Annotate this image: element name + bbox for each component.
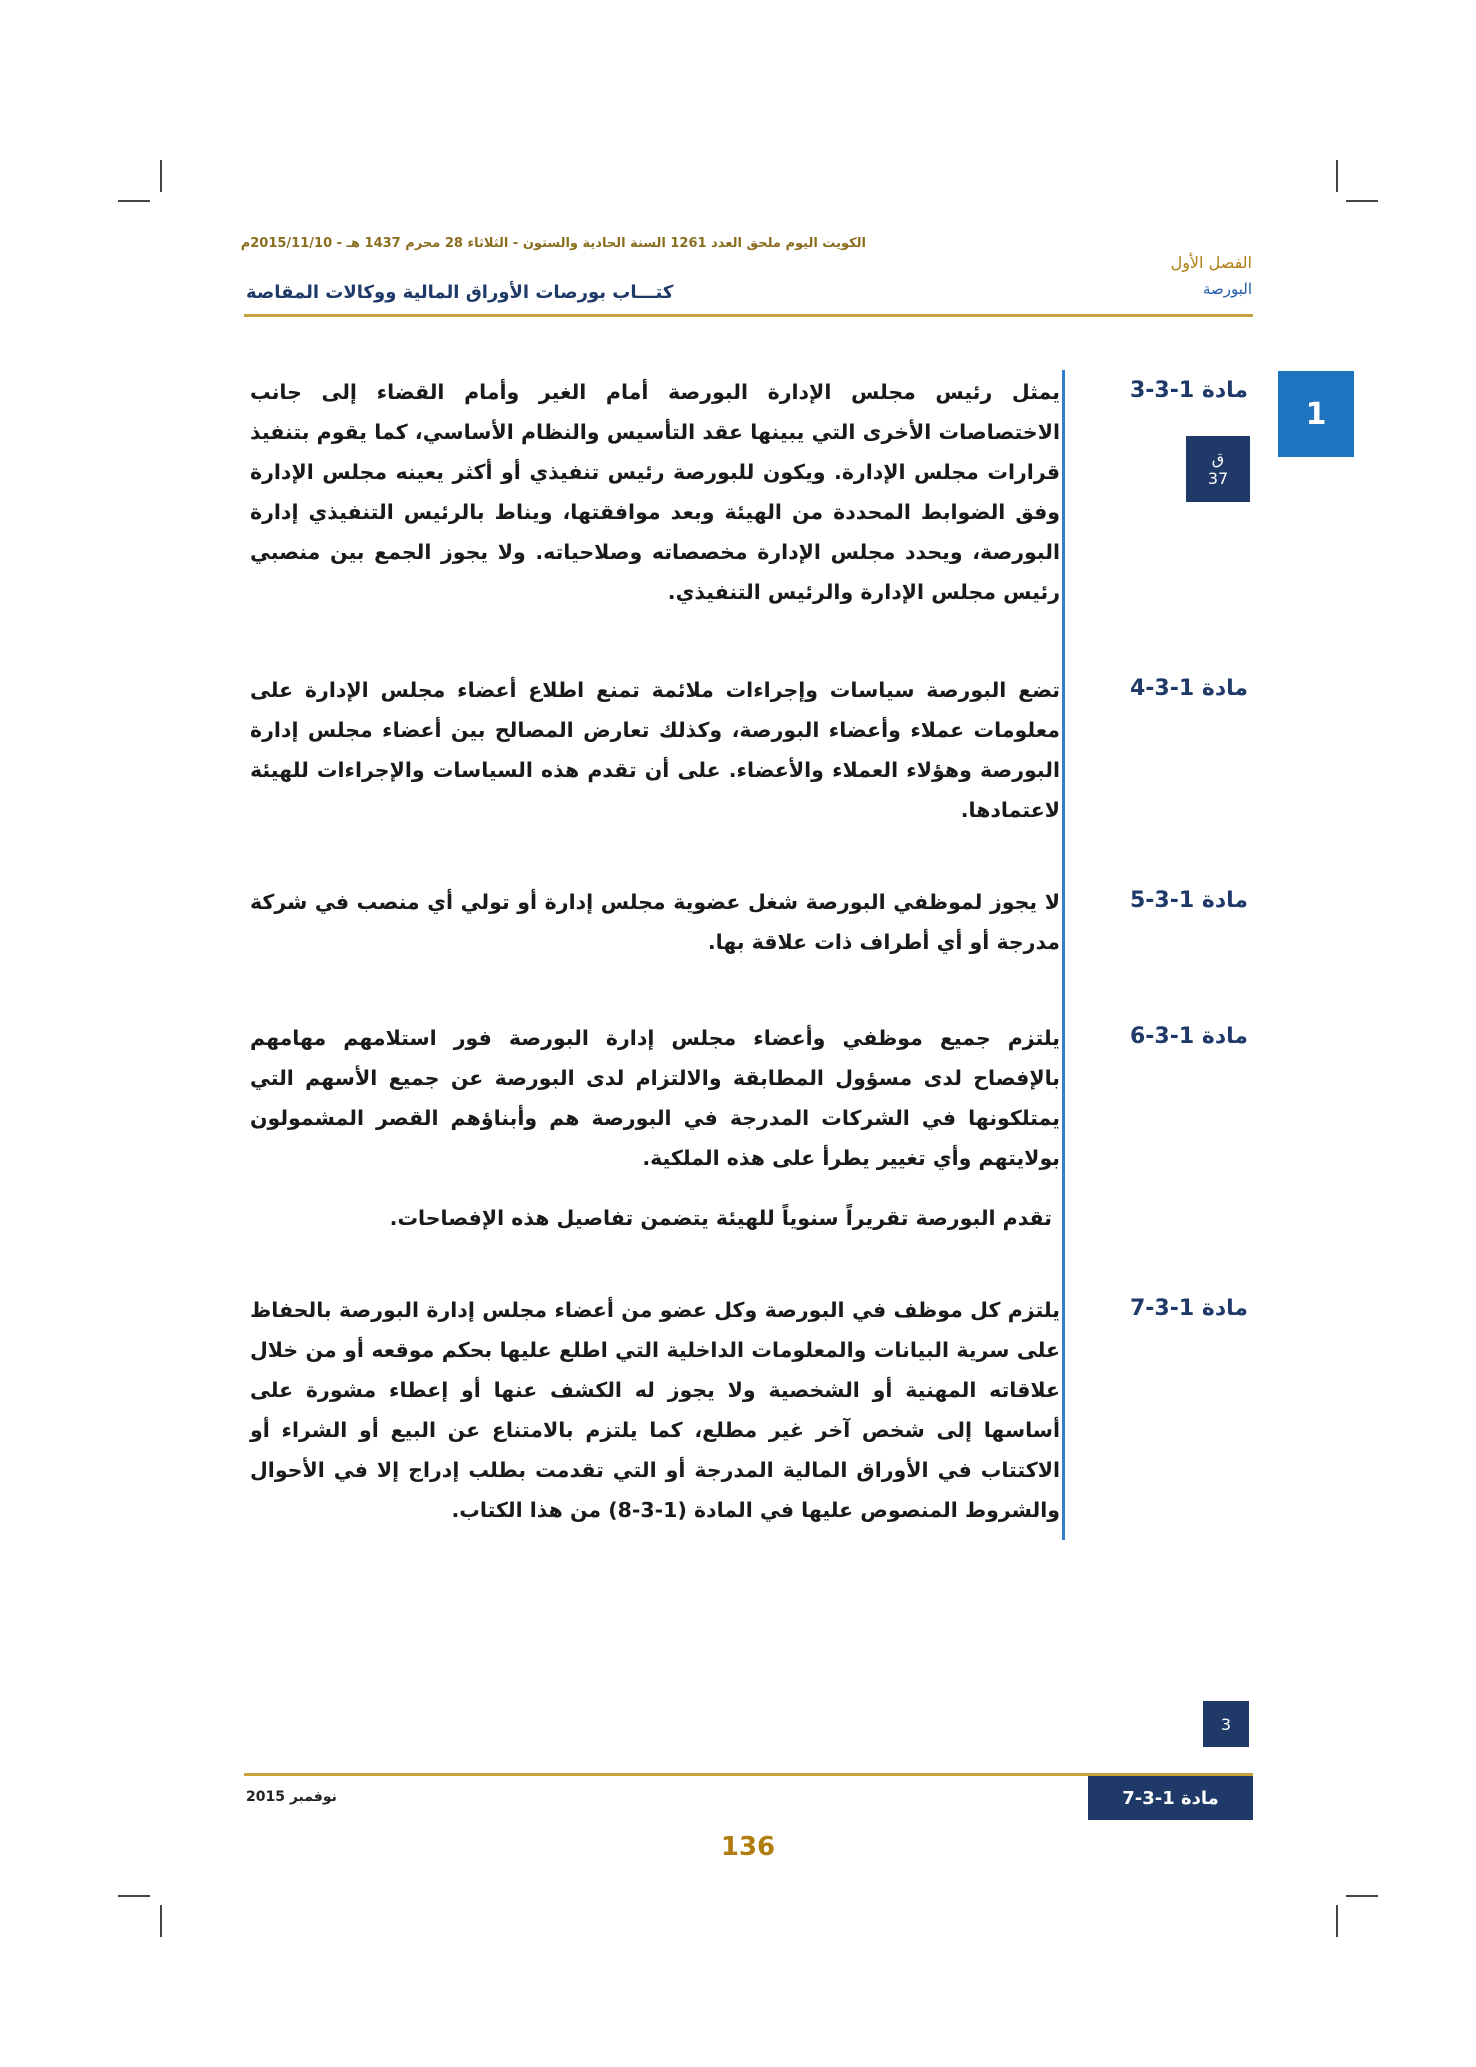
q-label: ق <box>1211 449 1225 468</box>
crop-mark <box>160 160 162 192</box>
article-block <box>250 372 1060 612</box>
article-text: يلتزم كل موظف في البورصة وكل عضو من أعضاء مجلس إدارة البورصة بالحفاظ على سرية البيانات والمعلومات الداخلية التي اطلع عليها بحكم موقعه أو من خلال علاقاته المهنية أو الشخصية ولا يجوز له الكشف عنها أو إعطاء مشورة على أساسها إلى شخص آخر غير مطلع، كما يلتزم بالامتناع عن البيع أو الشراء أو الاكتتاب في الأوراق المالية المدرجة أو التي تقدمت بطلب إدراج إلا في الأحوال والشروط المنصوص عليها في المادة (1-3-8) من هذا الكتاب. <box>250 1298 1060 1522</box>
crop-mark <box>1346 200 1378 202</box>
article-number: مادة 1-3-6 <box>1129 1024 1248 1049</box>
header-publication-info: الكويت اليوم ملحق العدد 1261 السنة الحادية والستون - الثلاثاء 28 محرم 1437 هـ - 2015/11/10م <box>240 236 866 251</box>
article-note: تقدم البورصة تقريراً سنوياً للهيئة يتضمن تفاصيل هذه الإفصاحات. <box>389 1206 1052 1230</box>
content-vertical-rule <box>1062 370 1065 1540</box>
article-block <box>250 1290 1060 1530</box>
article-number: مادة 1-3-5 <box>1129 888 1248 913</box>
crop-mark <box>1336 160 1338 192</box>
crop-mark <box>1346 1895 1378 1897</box>
page-number: 136 <box>720 1832 776 1862</box>
q-reference-box <box>1186 436 1250 502</box>
crop-mark <box>160 1905 162 1937</box>
chapter-number-tab: 1 <box>1278 371 1354 457</box>
q-number: 37 <box>1207 469 1229 488</box>
chapter-title: الفصل الأول <box>1170 253 1252 272</box>
section-title: البورصة <box>1202 280 1252 298</box>
footer-article-label: مادة 1-3-7 <box>1088 1776 1253 1820</box>
article-text: لا يجوز لموظفي البورصة شغل عضوية مجلس إدارة أو تولي أي منصب في شركة مدرجة أو أي أطراف ذات علاقة بها. <box>250 890 1060 954</box>
article-text: يلتزم جميع موظفي وأعضاء مجلس إدارة البورصة فور استلامهم مهامهم بالإفصاح لدى مسؤول المطابقة والالتزام لدى البورصة عن جميع الأسهم التي يمتلكونها في الشركات المدرجة في البورصة هم وأبناؤهم القصر المشمولون بولايتهم وأي تغيير يطرأ على هذه الملكية. <box>250 1026 1060 1170</box>
crop-mark <box>118 200 150 202</box>
article-block <box>250 1018 1060 1238</box>
article-text: يمثل رئيس مجلس الإدارة البورصة أمام الغير وأمام القضاء إلى جانب الاختصاصات الأخرى التي يبينها عقد التأسيس والنظام الأساسي، كما يقوم بتنفيذ قرارات مجلس الإدارة. ويكون للبورصة رئيس تنفيذي أو أكثر يعينه مجلس الإدارة وفق الضوابط المحددة من الهيئة وبعد موافقتها، ويناط بالرئيس التنفيذي إدارة البورصة، ويحدد مجلس الإدارة مخصصاته وصلاحياته. ولا يجوز الجمع بين منصبي رئيس مجلس الإدارة والرئيس التنفيذي. <box>250 380 1060 604</box>
crop-mark <box>1336 1905 1338 1937</box>
article-text: تضع البورصة سياسات وإجراءات ملائمة تمنع اطلاع أعضاء مجلس الإدارة على معلومات عملاء وأعضاء البورصة، وكذلك تعارض المصالح بين أعضاء مجلس إدارة البورصة وهؤلاء العملاء والأعضاء. على أن تقدم هذه السياسات والإجراءات للهيئة لاعتمادها. <box>250 678 1060 822</box>
page-box: 3 <box>1203 1701 1249 1747</box>
article-number: مادة 1-3-3 <box>1129 378 1248 403</box>
crop-mark <box>118 1895 150 1897</box>
header-divider <box>244 314 1253 317</box>
article-block <box>250 670 1060 830</box>
book-title: كتـــاب بورصات الأوراق المالية ووكالات المقاصة <box>246 282 674 303</box>
article-number: مادة 1-3-4 <box>1129 676 1248 701</box>
article-number: مادة 1-3-7 <box>1129 1296 1248 1321</box>
article-block <box>250 882 1060 962</box>
footer-date: نوفمبر 2015 <box>246 1789 337 1805</box>
header-chapter <box>1171 250 1252 302</box>
